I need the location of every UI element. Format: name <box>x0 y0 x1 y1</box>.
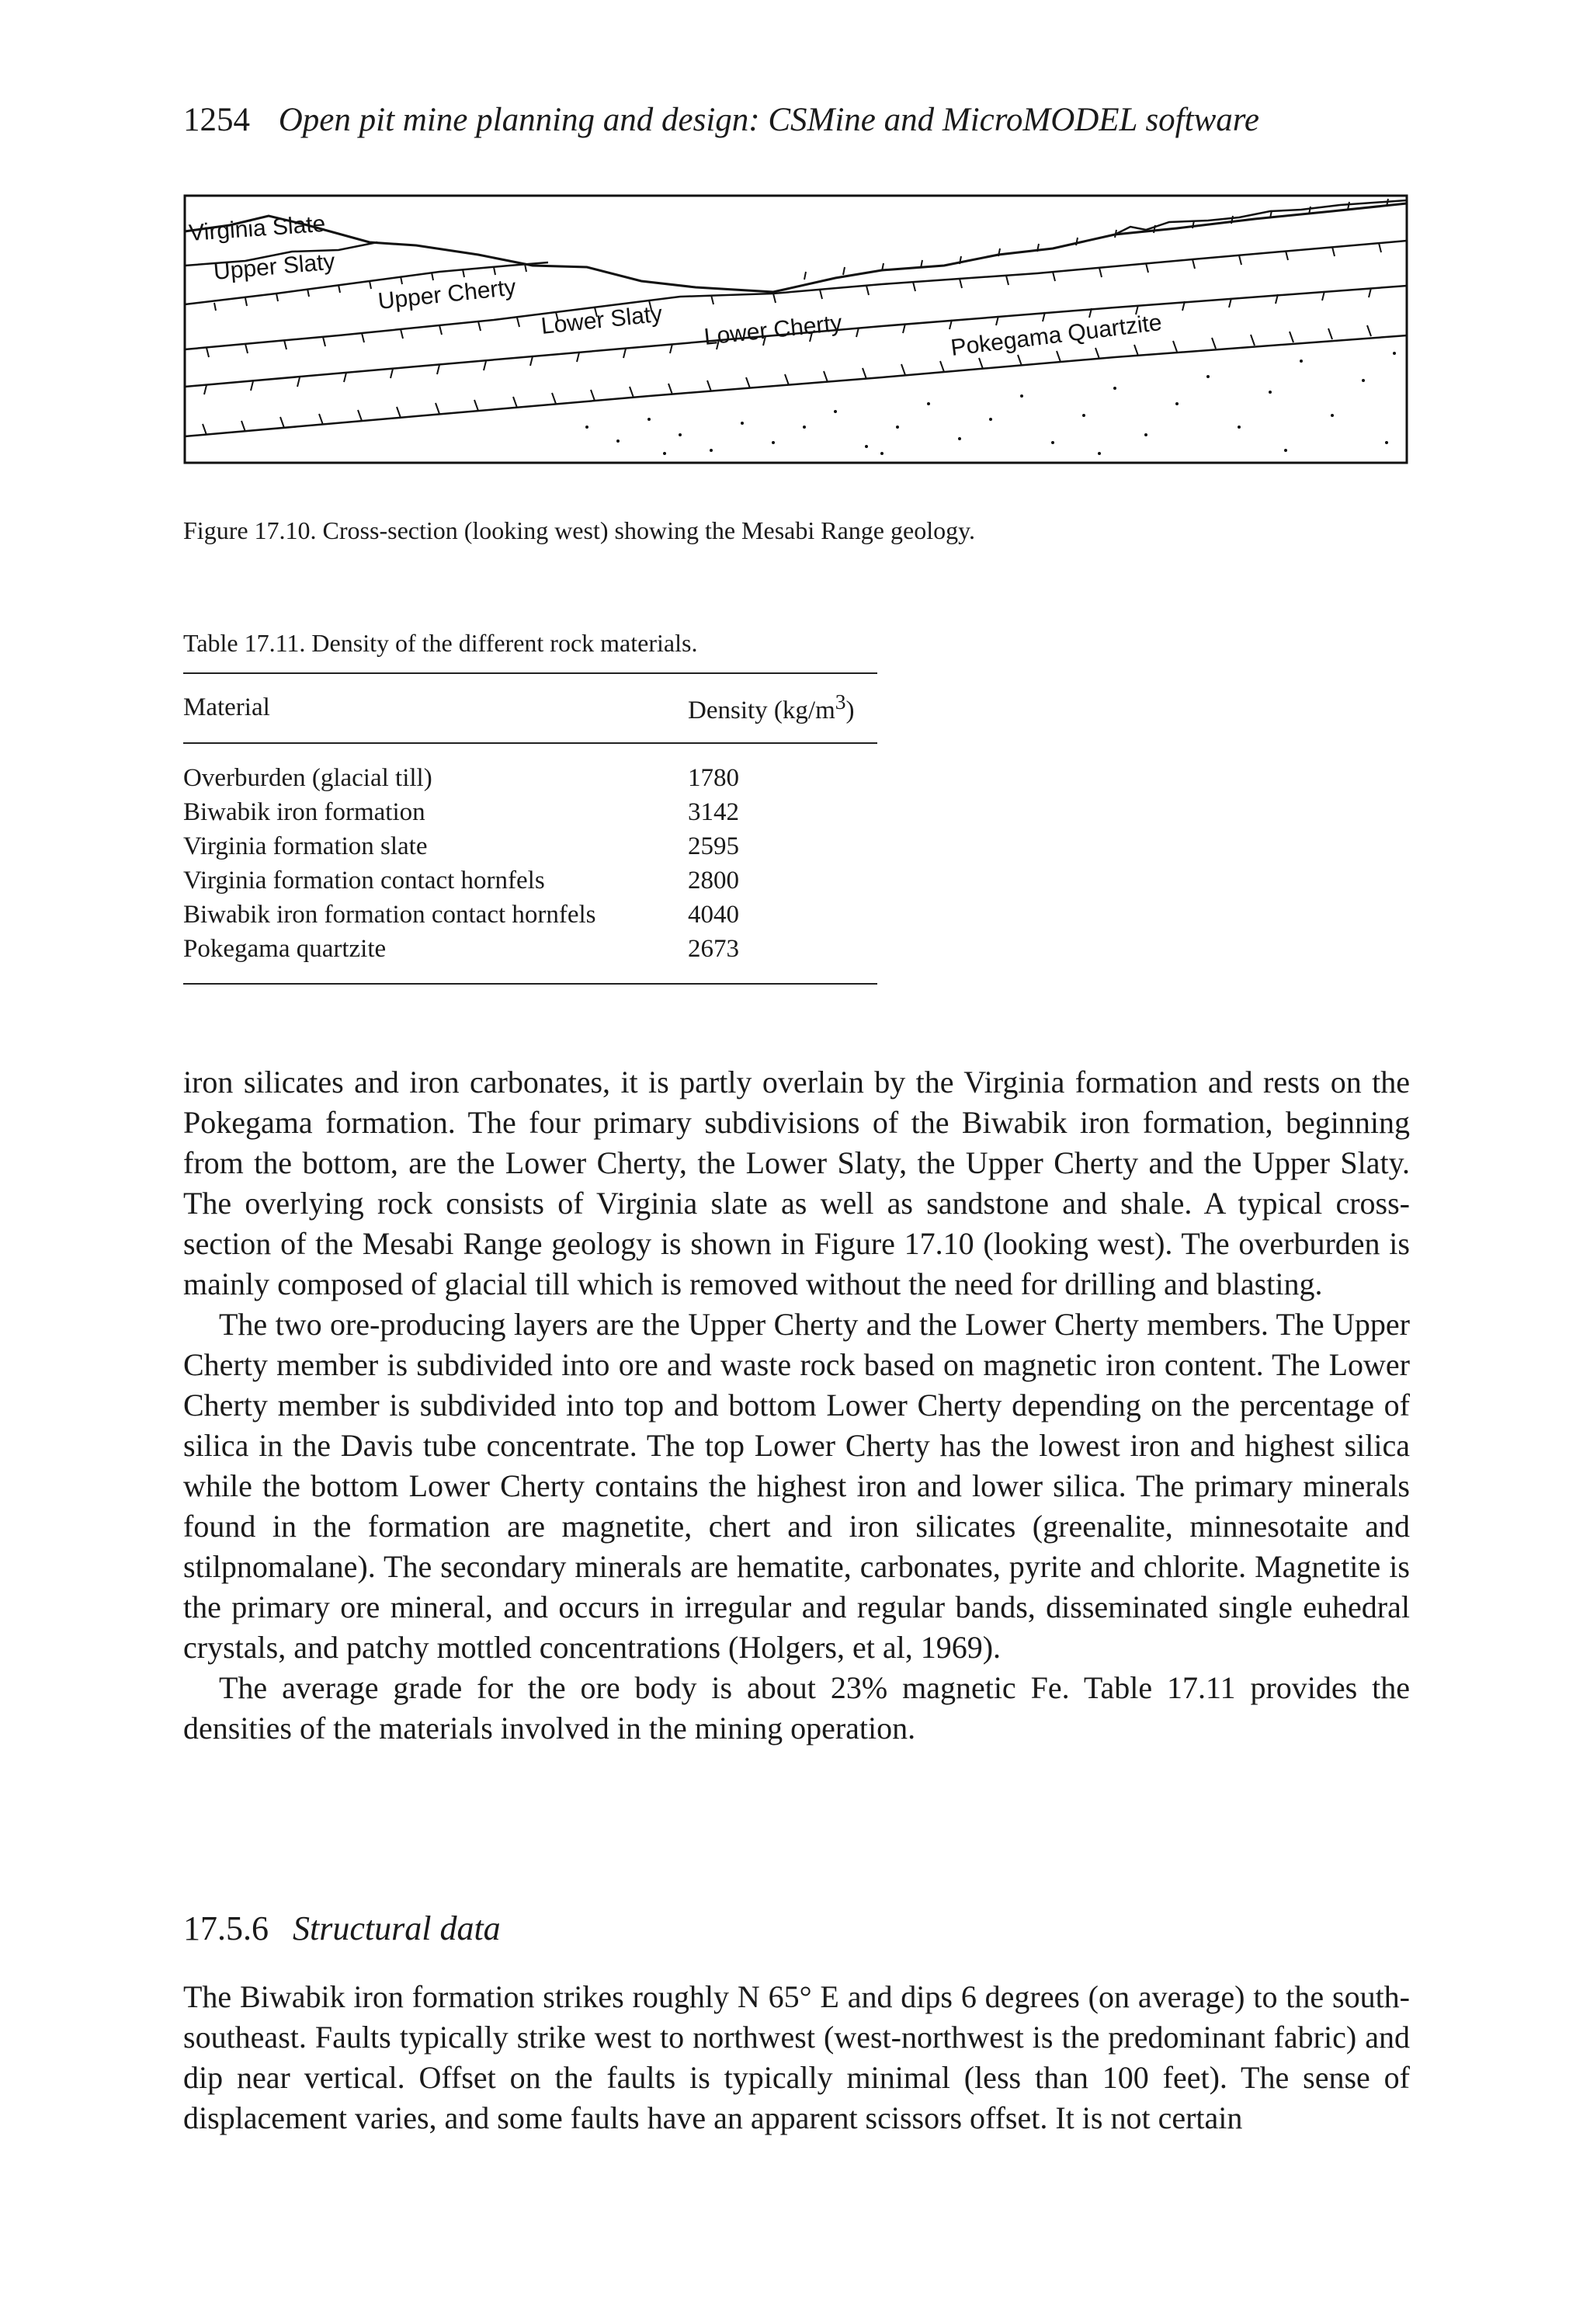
table-row <box>183 743 877 795</box>
page-number: 1254 <box>183 102 250 138</box>
cell-material: Biwabik iron formation <box>183 798 425 826</box>
table-row <box>183 863 877 898</box>
cross-section-figure <box>183 194 1408 464</box>
label-lower-slaty: Lower Slaty <box>540 300 664 339</box>
cell-density: 2800 <box>688 867 739 895</box>
label-lower-cherty: Lower Cherty <box>703 310 844 350</box>
table-row <box>183 829 877 863</box>
body-text-main <box>183 1062 1410 1749</box>
cell-material: Virginia formation contact hornfels <box>183 867 545 895</box>
paragraph: iron silicates and iron carbonates, it is partly overlain by the Virginia formation and rests on the Pokegama formation. The four primary subdivisions of the Biwabik iron formation, beginning from the bottom, are the Lower Cherty, the Lower Slaty, the Upper Cherty and the Upper Slaty. The overlying rock consists of Virginia slate as well as sandstone and shale. A typical cross-section of the Mesabi Range geology is shown in Figure 17.10 (looking west). The overburden is mainly composed of glacial till which is removed without the need for drilling and blasting. <box>183 1065 1410 1301</box>
table-header-row <box>183 673 877 743</box>
paragraph: The average grade for the ore body is about 23% magnetic Fe. Table 17.11 provides the densities of the materials involved in the mining operation. <box>183 1670 1410 1746</box>
cell-material: Virginia formation slate <box>183 832 428 860</box>
label-upper-slaty: Upper Slaty <box>212 248 336 285</box>
table-row <box>183 795 877 829</box>
table-row <box>183 932 877 984</box>
pokegama-top-line <box>185 335 1407 436</box>
table-row <box>183 898 877 932</box>
body-text-structural <box>183 1977 1410 2138</box>
cell-material: Overburden (glacial till) <box>183 764 432 792</box>
density-table <box>183 672 877 985</box>
paragraph: The Biwabik iron formation strikes roughly N 65° E and dips 6 degrees (on average) to the south-southeast. Faults typically strike west to northwest (west-northwest is the predominant fabric) and dip near vertical. Offset on the faults is typically minimal (less than 100 feet). The sense of displacement varies, and some faults have an apparent scissors offset. It is not certain <box>183 1979 1410 2135</box>
cell-density: 3142 <box>688 798 739 826</box>
cell-density: 2673 <box>688 935 739 963</box>
label-upper-cherty: Upper Cherty <box>377 274 518 314</box>
cell-density: 1780 <box>688 764 739 792</box>
cell-material: Pokegama quartzite <box>183 935 387 963</box>
ground-surface-line <box>185 203 1407 292</box>
running-header <box>183 101 1259 139</box>
section-number: 17.5.6 <box>183 1909 269 1947</box>
figure-caption: Figure 17.10. Cross-section (looking west) showing the Mesabi Range geology. <box>183 516 976 544</box>
cell-density: 2595 <box>688 832 739 860</box>
paragraph: The two ore-producing layers are the Upper Cherty and the Lower Cherty members. The Upper Cherty member is subdivided into ore and waste rock based on magnetic iron content. The Lower Cherty member is subdivided into top and bottom Lower Cherty depending on the percentage of silica in the Davis tube concentrate. The top Lower Cherty has the lowest iron and highest silica while the bottom Lower Cherty contains the highest iron and lower silica. The primary minerals found in the formation are magnetite, chert and iron silicates (greenalite, minnesotaite and stilpnomalane). The secondary minerals are hematite, carbonates, pyrite and chlorite. Magnetite is the primary ore mineral, and occurs in irregular and regular bands, disseminated single euhedral crystals, and patchy mottled concentrations (Holgers, et al, 1969). <box>183 1307 1410 1665</box>
label-virginia-slate: Virginia Slate <box>188 210 327 246</box>
section-heading <box>183 1909 501 1948</box>
label-pokegama-quartzite: Pokegama Quartzite <box>949 309 1164 361</box>
cell-density: 4040 <box>688 901 739 929</box>
section-title: Structural data <box>293 1909 501 1947</box>
running-title: Open pit mine planning and design: CSMine and MicroMODEL software <box>278 102 1259 138</box>
header-material: Material <box>183 693 270 721</box>
header-density: Density $(kg/m^3)$ <box>688 690 855 724</box>
cell-material: Biwabik iron formation contact hornfels <box>183 901 596 929</box>
table-caption: Table 17.11. Density of the different rock materials. <box>183 629 698 657</box>
